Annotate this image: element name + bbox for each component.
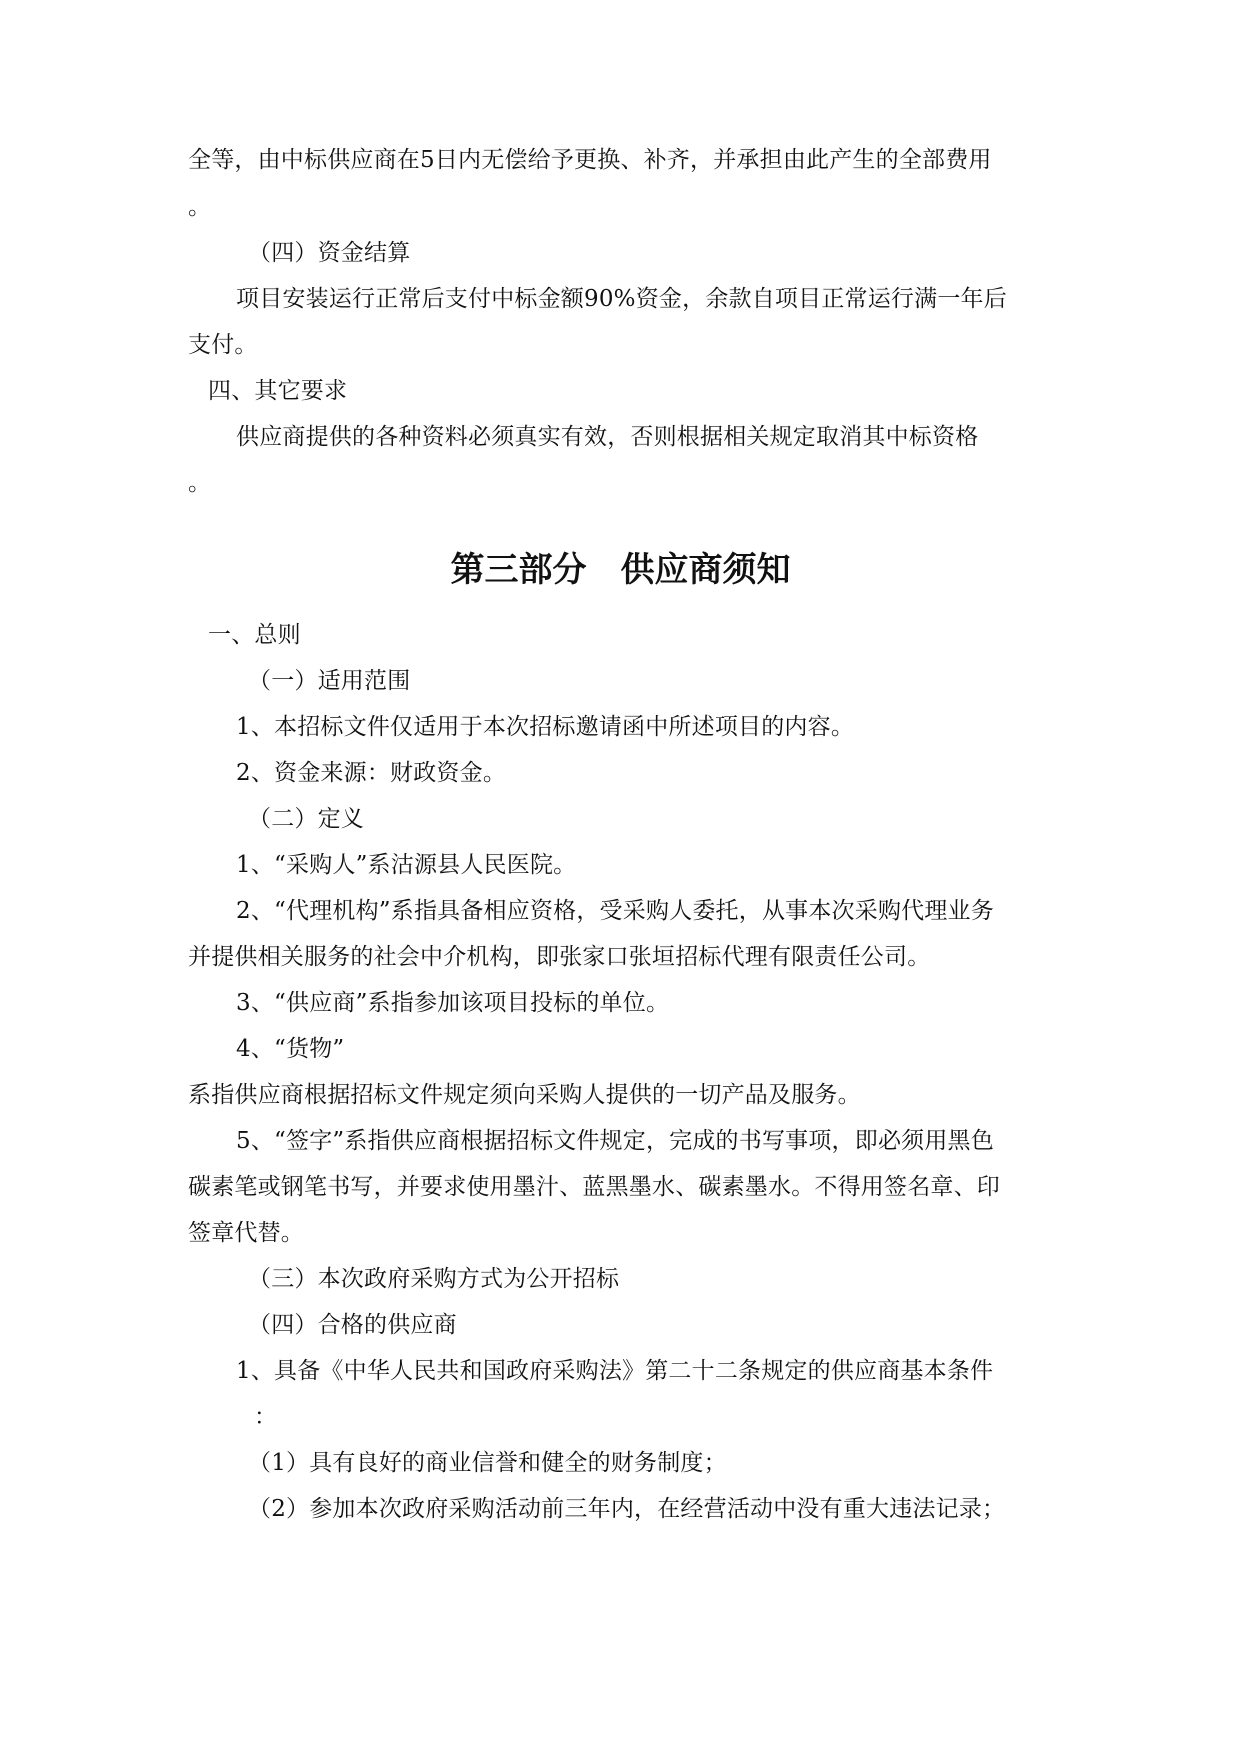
text-line: 1、“采购人”系沽源县人民医院。 <box>236 852 577 878</box>
section-subheading: （四）资金结算 <box>248 240 411 266</box>
text-line: 5、“签字”系指供应商根据招标文件规定，完成的书写事项，即必须用黑色 <box>236 1128 994 1154</box>
text-line: 。 <box>188 194 212 220</box>
text-line: 4、“货物” <box>236 1036 345 1062</box>
list-item: （2）参加本次政府采购活动前三年内，在经营活动中没有重大违法记录； <box>248 1496 1006 1522</box>
text-line: 3、“供应商”系指参加该项目投标的单位。 <box>236 990 670 1016</box>
text-line: 全等，由中标供应商在5日内无偿给予更换、补齐，并承担由此产生的全部费用 <box>188 147 992 173</box>
text-line: 1、具备《中华人民共和国政府采购法》第二十二条规定的供应商基本条件 <box>236 1358 994 1384</box>
section-subheading: 四、其它要求 <box>208 378 348 404</box>
section-subheading: （二）定义 <box>248 806 364 832</box>
text-line: ： <box>254 1404 278 1430</box>
section-subheading: （三）本次政府采购方式为公开招标 <box>248 1266 620 1292</box>
part-heading: 第三部分 供应商须知 <box>450 550 791 590</box>
section-subheading: （一）适用范围 <box>248 668 411 694</box>
text-line: 供应商提供的各种资料必须真实有效，否则根据相关规定取消其中标资格 <box>236 424 979 450</box>
text-line: 支付。 <box>188 332 258 358</box>
section-subheading: 一、总则 <box>208 622 301 648</box>
text-line: 1、本招标文件仅适用于本次招标邀请函中所述项目的内容。 <box>236 714 855 740</box>
text-line: 。 <box>188 470 212 496</box>
text-line: 2、“代理机构”系指具备相应资格，受采购人委托，从事本次采购代理业务 <box>236 898 994 924</box>
text-line: 系指供应商根据招标文件规定须向采购人提供的一切产品及服务。 <box>188 1082 861 1108</box>
section-subheading: （四）合格的供应商 <box>248 1312 457 1338</box>
text-line: 2、资金来源：财政资金。 <box>236 760 507 786</box>
text-line: 碳素笔或钢笔书写，并要求使用墨汁、蓝黑墨水、碳素墨水。不得用签名章、印 <box>188 1174 1000 1200</box>
list-item: （1）具有良好的商业信誉和健全的财务制度； <box>248 1450 727 1476</box>
text-line: 签章代替。 <box>188 1220 304 1246</box>
text-line: 项目安装运行正常后支付中标金额90%资金，余款自项目正常运行满一年后 <box>236 286 1007 312</box>
text-line: 并提供相关服务的社会中介机构，即张家口张垣招标代理有限责任公司。 <box>188 944 931 970</box>
